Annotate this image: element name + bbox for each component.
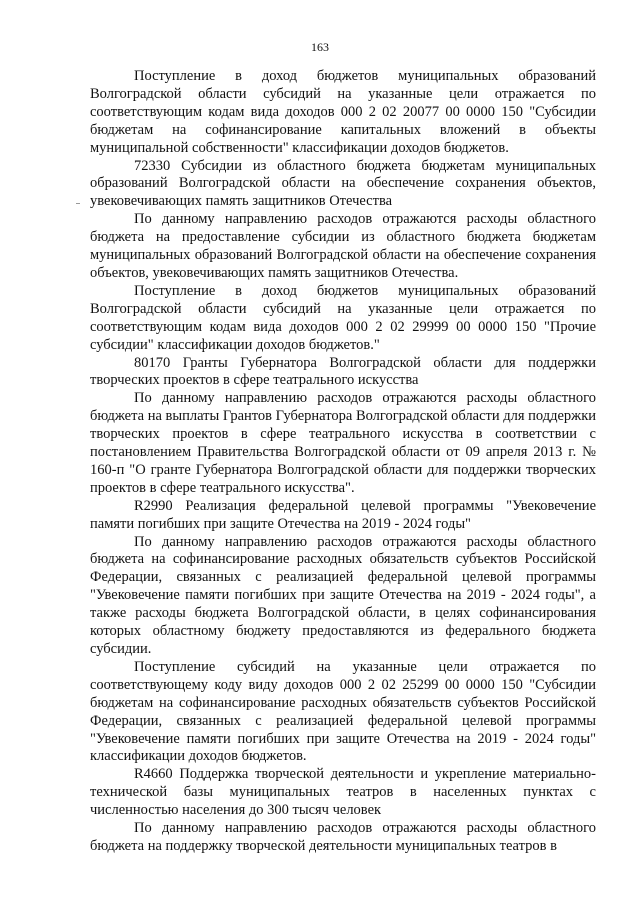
paragraph-6: По данному направлению расходов отражаются расходы областного бюджета на выплаты Грантов Губернатора Волгоградской области для поддержки творческих проектов в сфере театрального искусства в соответствии с постановлением Правительства Волгоградской области от 09 апреля 2013 г. № 160-п "О гранте Губернатора Волгоградской области для поддержки творческих проектов в сфере театрального искусства". [90, 390, 596, 496]
paragraph-7: R2990 Реализация федеральной целевой программы "Увековечение памяти погибших при защите Отечества на 2019 - 2024 годы" [90, 497, 596, 532]
page-number: 163 [311, 40, 329, 54]
paragraph-3: По данному направлению расходов отражаются расходы областного бюджета на предоставление субсидии из областного бюджета бюджетам муниципальных образований Волгоградской области на обеспечение сохранения объектов, увековечивающих память защитников Отечества. [90, 211, 596, 281]
paragraph-10: R4660 Поддержка творческой деятельности и укрепление материально-технической базы муниципальных театров в населенных пунктах с численностью населения до 300 тысяч человек [90, 766, 596, 819]
paragraph-8: По данному направлению расходов отражаются расходы областного бюджета на софинансирование расходных обязательств субъектов Российской Федерации, связанных с реализацией федеральной целевой программы "Увековечение памяти погибших при защите Отечества на 2019 - 2024 годы", а также расходы бюджета Волгоградской области, в целях софинансирования которых областному бюджету предоставляются из федерального бюджета субсидии. [90, 533, 596, 657]
document-body [90, 68, 596, 856]
paragraph-5: 80170 Гранты Губернатора Волгоградской области для поддержки творческих проектов в сфере театрального искусства [90, 354, 596, 389]
margin-mark [76, 203, 80, 204]
paragraph-1: Поступление в доход бюджетов муниципальных образований Волгоградской области субсидий на указанные цели отражается по соответствующим кодам вида доходов 000 2 02 20077 00 0000 150 "Субсидии бюджетам на софинансирование капитальных вложений в объекты муниципальной собственности" классификации доходов бюджетов. [90, 68, 596, 156]
paragraph-2: 72330 Субсидии из областного бюджета бюджетам муниципальных образований Волгоградской области на обеспечение сохранения объектов, увековечивающих память защитников Отечества [90, 157, 596, 210]
paragraph-4: Поступление в доход бюджетов муниципальных образований Волгоградской области субсидий на указанные цели отражается по соответствующим кодам вида доходов 000 2 02 29999 00 0000 150 "Прочие субсидии" классификации доходов бюджетов." [90, 282, 596, 353]
paragraph-9: Поступление субсидий на указанные цели отражается по соответствующему коду виду доходов 000 2 02 25299 00 0000 150 "Субсидии бюджетам на софинансирование расходных обязательств субъектов Российской Федерации, связанных с реализацией федеральной целевой программы "Увековечение памяти погибших при защите Отечества на 2019 - 2024 годы" классификации доходов бюджетов. [90, 658, 596, 765]
paragraph-11: По данному направлению расходов отражаются расходы областного бюджета на поддержку творческой деятельности муниципальных театров в [90, 820, 596, 854]
